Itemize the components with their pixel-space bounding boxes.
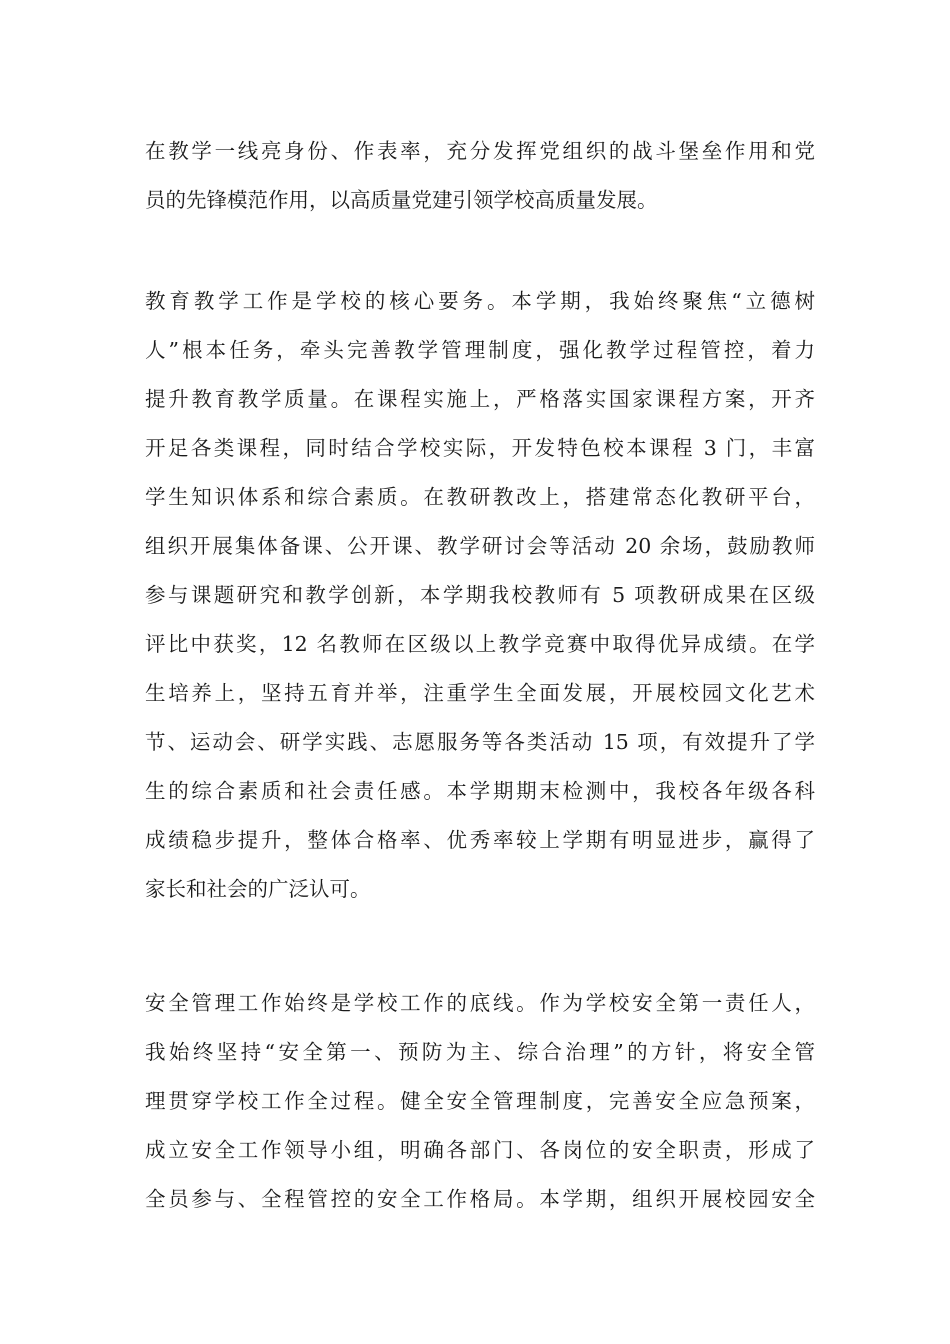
text-line: 学生知识体系和综合素质。在教研教改上，搭建常态化教研平台， <box>145 485 815 509</box>
paragraph-3 <box>145 979 815 1224</box>
text-line: 理贯穿学校工作全过程。健全安全管理制度，完善安全应急预案， <box>145 1089 815 1113</box>
text-line: 生培养上，坚持五育并举，注重学生全面发展，开展校园文化艺术 <box>145 681 815 705</box>
text-line: 员的先锋模范作用，以高质量党建引领学校高质量发展。 <box>145 188 658 212</box>
text-line: 组织开展集体备课、公开课、教学研讨会等活动 20 余场，鼓励教师 <box>145 534 815 558</box>
text-line: 全员参与、全程管控的安全工作格局。本学期，组织开展校园安全 <box>145 1187 815 1211</box>
text-line: 安全管理工作始终是学校工作的底线。作为学校安全第一责任人， <box>145 991 815 1015</box>
text-line: 在教学一线亮身份、作表率，充分发挥党组织的战斗堡垒作用和党 <box>145 139 815 163</box>
text-line: 开足各类课程，同时结合学校实际，开发特色校本课程 3 门，丰富 <box>145 436 815 460</box>
text-line: 参与课题研究和教学创新，本学期我校教师有 5 项教研成果在区级 <box>145 583 815 607</box>
text-line: 人”根本任务，牵头完善教学管理制度，强化教学过程管控，着力 <box>145 338 815 362</box>
text-line: 我始终坚持“安全第一、预防为主、综合治理”的方针，将安全管 <box>145 1040 815 1064</box>
text-line: 教育教学工作是学校的核心要务。本学期，我始终聚焦“立德树 <box>145 289 815 313</box>
paragraph-2 <box>145 277 815 914</box>
text-line: 生的综合素质和社会责任感。本学期期末检测中，我校各年级各科 <box>145 779 815 803</box>
text-line: 评比中获奖，12 名教师在区级以上教学竞赛中取得优异成绩。在学 <box>145 632 815 656</box>
text-line: 成绩稳步提升，整体合格率、优秀率较上学期有明显进步，赢得了 <box>145 828 815 852</box>
text-line: 节、运动会、研学实践、志愿服务等各类活动 15 项，有效提升了学 <box>145 730 815 754</box>
text-line: 提升教育教学质量。在课程实施上，严格落实国家课程方案，开齐 <box>145 387 815 411</box>
text-line: 成立安全工作领导小组，明确各部门、各岗位的安全职责，形成了 <box>145 1138 815 1162</box>
paragraph-1 <box>145 127 815 225</box>
text-line: 家长和社会的广泛认可。 <box>145 877 371 901</box>
